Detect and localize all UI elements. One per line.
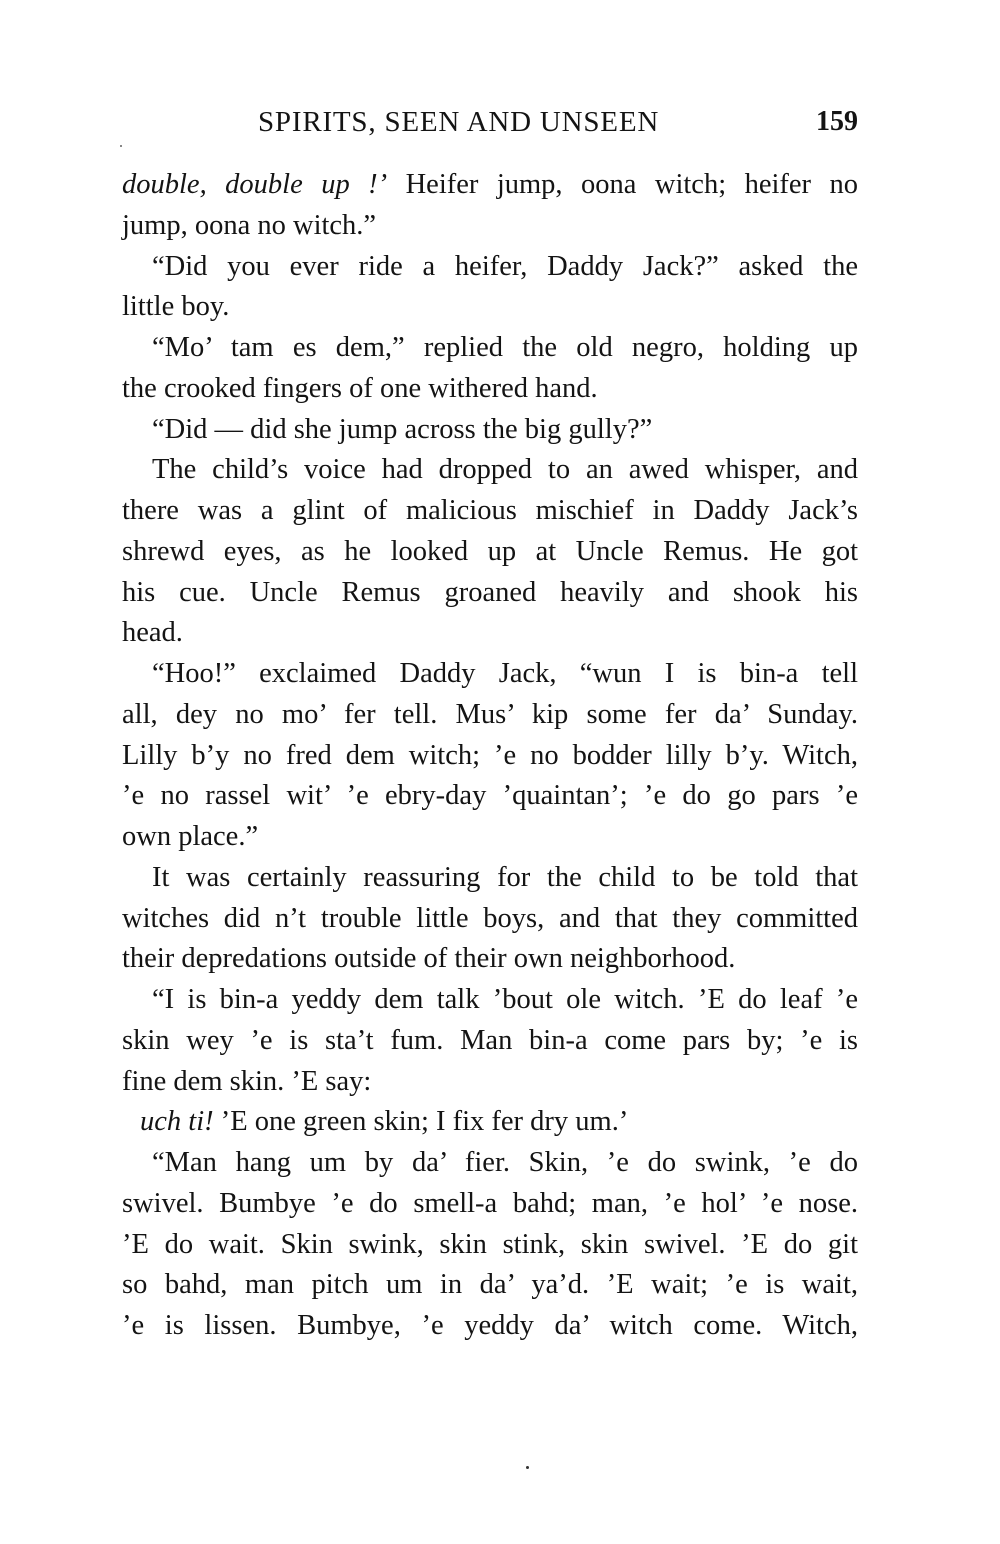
text-line: ’e no rassel wit’ ’e ebry-day ’quaintan’; ’e do go pars ’e	[122, 780, 858, 812]
text-line: ’e is lissen. Bumbye, ’e yeddy da’ witch come. Witch,	[122, 1310, 858, 1341]
text-line: the crooked fingers of one withered hand.	[122, 372, 598, 404]
text-line	[122, 165, 858, 206]
text-line	[122, 1102, 858, 1143]
text-line: all, dey no mo’ fer tell. Mus’ kip some fer da’ Sunday.	[122, 698, 858, 730]
text-line: own place.”	[122, 821, 259, 852]
text-line: witches did n’t trouble little boys, and that they committed	[122, 902, 858, 934]
text-line: “Did you ever ride a heifer, Daddy Jack?” asked the	[152, 250, 858, 282]
text-line: “I is bin-a yeddy dem talk ’bout ole witch. ’E do leaf ’e	[152, 984, 858, 1015]
text-line: head.	[122, 617, 183, 649]
text-line: jump, oona no witch.”	[122, 209, 377, 241]
text-line: “Hoo!” exclaimed Daddy Jack, “wun I is bin-a tell	[152, 658, 858, 689]
print-speck	[526, 1466, 529, 1469]
running-head: SPIRITS, SEEN AND UNSEEN	[258, 106, 660, 138]
text-line: Lilly b’y no fred dem witch; ’e no bodder lilly b’y. Witch,	[122, 739, 858, 771]
italic-phrase: uch ti!	[140, 1106, 214, 1138]
text-line: their depredations outside of their own neighborhood.	[122, 943, 736, 975]
text-line: “Mo’ tam es dem,” replied the old negro, holding up	[152, 332, 858, 363]
text-line: shrewd eyes, as he looked up at Uncle Remus. He got	[122, 535, 858, 567]
italic-phrase: double, double up !’	[122, 169, 388, 200]
text-line: The child’s voice had dropped to an awed whisper, and	[152, 454, 858, 486]
text-line: little boy.	[122, 291, 230, 323]
text-line: there was a glint of malicious mischief in Daddy Jack’s	[122, 495, 858, 526]
text-line: fine dem skin. ’E say:	[122, 1065, 372, 1097]
page-number: 159	[816, 106, 858, 137]
text-fragment: Heifer jump, oona witch; heifer no	[387, 169, 858, 200]
text-line: ’E do wait. Skin swink, skin stink, skin swivel. ’E do git	[122, 1228, 858, 1260]
text-fragment: ’E one green skin; I fix fer dry um.’	[213, 1106, 629, 1138]
text-line: so bahd, man pitch um in da’ ya’d. ’E wait; ’e is wait,	[122, 1269, 858, 1301]
text-line: “Man hang um by da’ fier. Skin, ’e do swink, ’e do	[152, 1147, 858, 1178]
text-line: “Did — did she jump across the big gully?”	[152, 413, 653, 445]
text-line: It was certainly reassuring for the child to be told that	[152, 861, 858, 893]
body-text	[122, 165, 858, 1347]
print-speck	[120, 145, 122, 147]
text-line: swivel. Bumbye ’e do smell-a bahd; man, ’e hol’ ’e nose.	[122, 1187, 858, 1219]
page-header	[258, 102, 858, 142]
text-line: skin wey ’e is sta’t fum. Man bin-a come pars by; ’e is	[122, 1024, 858, 1056]
text-line: his cue. Uncle Remus groaned heavily and shook his	[122, 576, 858, 608]
